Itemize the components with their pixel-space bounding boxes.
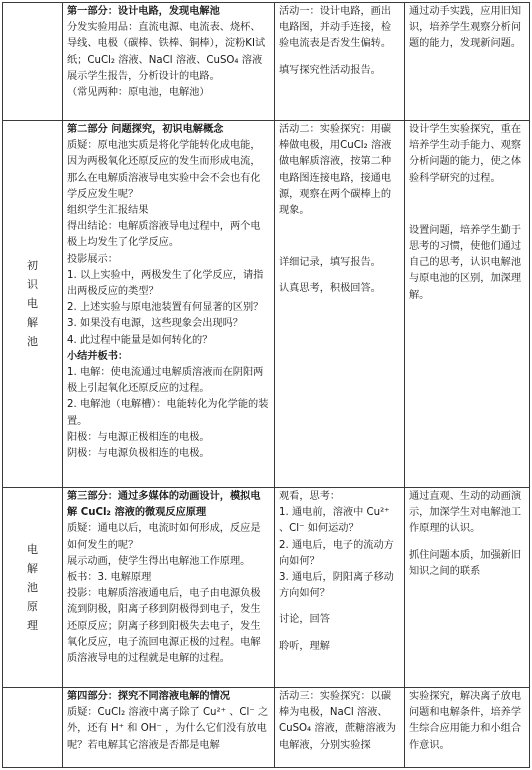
content-line: 3. 如果没有电源，这些现象会出现吗？ [67,318,243,330]
activity-line: 讨论，回答 [279,614,330,626]
stage-cell [3,3,63,121]
table-row [3,488,530,688]
spacer [279,629,400,639]
summary-heading: 小结并板书： [67,350,129,362]
spacer [279,271,400,281]
teaching-content-cell [63,121,275,488]
student-activity-cell [275,121,405,488]
content-line: 质疑：通电以后，电流时如何形成，反应是如何发生的呢？ [67,523,261,551]
activity-line: 活动三：实验探究：以碳棒为电极，NaCl 溶液、CuSO₄ 溶液，蔗糖溶液为电解液，分别实验探 [279,691,396,751]
spacer [279,602,400,612]
content-line: 阴极：与电源负极相连的电极。 [67,448,210,460]
section-heading: 第二部分 问题探究，初识电解概念 [67,124,224,135]
spacer [409,538,525,548]
activity-line: 活动一：设计电路，画出电路图，并动手连接，检验电流表是否发生偏转。 [279,6,392,50]
content-line: 投影展示： [67,253,118,265]
activity-line: 观看，思考： [279,491,341,502]
content-line: 4. 此过程中能量是如何转化的？ [67,334,213,346]
content-line: 分发实验用品：直流电源、电流表、烧杯、导线、电极（碳棒、铁棒、铜棒），淀粉KI试纸；CuCl₂ 溶液、NaCl 溶液、CuSO₄ 溶液 [67,22,266,66]
content-line: 投影：电解质溶液通电后，电子由电源负极流到阴极，阳离子移到阴极得到电子，发生还原反应；阴离子移到阳极失去电子，发生氧化反应，电子流回电源正极的过程。电解质溶液导电的过程就是电解的过程。 [67,588,261,665]
activity-line: 1. 通电前，溶液中 Cu²⁺ 、Cl⁻ 如何运动？ [279,507,390,535]
content-line: 得出结论：电解质溶液导电过程中，两个电极上均发生了化学反应。 [67,221,261,249]
content-line: 1. 以上实验中，两极发生了化学反应，请指出两极反应的类型？ [67,269,264,298]
intent-line: 实验探究，解决离子放电问题和电解条件，培养学生综合应用能力和小组合作意识。 [409,691,522,751]
teaching-content-cell [63,3,275,121]
activity-line: 填写探究性活动报告。 [279,64,381,76]
section-heading: 第一部分：设计电路，发现电解池 [67,6,220,17]
design-intent-cell [405,121,530,488]
content-line: 板书：3. 电解原理 [67,572,152,584]
stage-cell [3,688,63,768]
activity-line: 聆听，理解 [279,640,330,652]
student-activity-cell [275,488,405,688]
stage-label: 电解池原理 [27,542,38,632]
table-row [3,121,530,488]
activity-line: 认真思考，积极回答。 [279,283,381,295]
intent-line: 设置问题，培养学生勤于思考的习惯，使他们通过自己的思考，认识电解池与原电池的区别，加深理解。 [409,224,522,301]
content-line: （常见两种：原电池，电解池） [67,87,210,99]
content-line: 展示学生报告，分析设计的电路。 [67,70,220,82]
stage-cell [3,121,63,488]
intent-line: 设计学生实验探究，重在培养学生动手能力、观察分析问题的能力，使之体验科学研究的过程。 [409,124,522,184]
teaching-content-cell [63,688,275,768]
student-activity-cell [275,688,405,768]
section-heading: 第三部分：通过多媒体的动画设计，模拟电解 CuCl₂ 溶液的微观反应原理 [67,491,261,519]
content-line: 2. 电解池（电解槽）：电能转化为化学能的装置。 [67,399,269,427]
spacer [279,53,400,63]
content-line: 阳极：与电源正极相连的电极。 [67,431,210,443]
content-line: 展示动画，使学生得出电解池工作原理。 [67,555,251,567]
content-line: 质疑：CuCl₂ 溶液中离子除了 Cu²⁺ 、Cl⁻ 之外，还有 H⁺ 和 OH⁻ ，为什么它们没有放电呢？若电解其它溶液是否都是电解 [67,707,269,751]
activity-line: 详细记录，填写报告。 [279,257,381,269]
activity-line: 2. 通电后，电子的流动方向如何？ [279,539,394,567]
teaching-content-cell [63,488,275,688]
table-row [3,688,530,768]
table-row [3,3,530,121]
section-heading: 第四部分：探究不同溶液电解的情况 [67,691,230,702]
student-activity-cell [275,3,405,121]
design-intent-cell [405,488,530,688]
spacer [279,219,400,255]
lesson-plan-table [2,2,530,768]
content-line: 2. 上述实验与原电池装置有何显著的区别？ [67,302,264,314]
content-line: 组织学生汇报结果 [67,205,149,217]
intent-line: 通过动手实践，应用旧知识，培养学生观察分析问题的能力，发现新问题。 [409,6,522,50]
design-intent-cell [405,688,530,768]
stage-cell [3,488,63,688]
design-intent-cell [405,3,530,121]
content-line: 1. 电解：使电流通过电解质溶液而在阴阳两极上引起氧化还原反应的过程。 [67,367,264,395]
activity-line: 3. 通电后，阴阳离子移动方向如何？ [279,572,394,600]
spacer [409,187,525,223]
intent-line: 抓住问题本质，加强新旧知识之间的联系 [409,549,522,577]
activity-line: 活动二：实验探究：用碳棒做电极，用CuCl₂ 溶液做电解质溶液，按第二种电路图连接电路，接通电源，观察在两个碳棒上的现象。 [279,124,392,217]
stage-label: 初识电解池 [27,259,38,349]
content-line: 质疑：原电池实质是将化学能转化成电能，因为两极氧化还原反应的发生而形成电流，那么在电解质溶液导电实验中会不会也有化学反应发生呢？ [67,140,261,200]
intent-line: 通过直观、生动的动画演示，加深学生对电解池工作原理的认识。 [409,491,522,535]
